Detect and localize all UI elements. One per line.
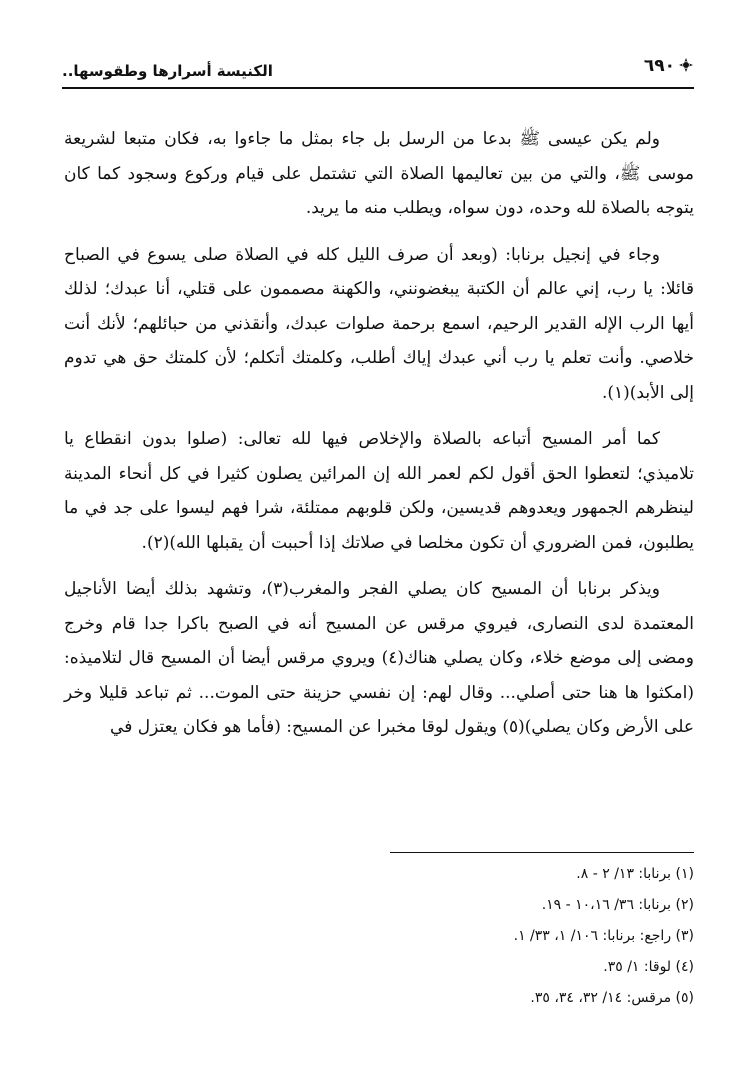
header-divider: [62, 87, 694, 89]
footnotes: [64, 859, 694, 1014]
paragraph-2: وجاء في إنجيل برنابا: (وبعد أن صرف الليل كله في الصلاة صلى يسوع في الصباح قائلا: يا رب، إني عالم أن الكتبة يبغضونني، والكهنة مصممون على قتلي، أنا عبدك؛ لذلك أيها الرب الإله القدير الرحيم، اسمع برحمة صلوات عبدك، وأنقذني من حبائلهم؛ لأنك أنت خلاصي. وأنت تعلم يا رب أني عبدك إياك أطلب، وكلمتك أتكلم؛ لأن كلمتك حق هي تدوم إلى الأبد)(١).: [64, 244, 694, 403]
page-number: ٦٩٠: [643, 56, 675, 76]
footnote-3: (٣) راجع: برنابا: ١٠٦/ ١، ٣٣/ ١.: [513, 928, 694, 944]
paragraph-3: كما أمر المسيح أتباعه بالصلاة والإخلاص فيها لله تعالى: (صلوا بدون انقطاع يا تلاميذي؛ لتعطوا الحق أقول لكم لعمر الله إن المرائين يصلون كثيرا في كل أنحاء المدينة لينظرهم الجمهور ويعدوهم قديسين، ولكن قلوبهم ممتلئة، شرا فهم ليسوا على جد في ما يطلبون، فمن الضروري أن تكون مخلصا في صلاتك إذا أحببت أن يقبلها الله)(٢).: [64, 429, 694, 553]
footnote-5: (٥) مرقس: ١٤/ ٣٢، ٣٤، ٣٥.: [530, 990, 694, 1006]
main-text: [64, 122, 694, 757]
running-header: [62, 56, 694, 90]
page-number-block: [644, 56, 694, 76]
footnote-4: (٤) لوقا: ١/ ٣٥.: [603, 959, 694, 975]
paragraph-4: ويذكر برنابا أن المسيح كان يصلي الفجر والمغرب(٣)، وتشهد بذلك أيضا الأناجيل المعتمدة لدى النصارى، فيروي مرقس عن المسيح أنه في الصبح باكرا جدا قام وخرج ومضى إلى موضع خلاء، وكان يصلي هناك(٤) ويروي مرقس أيضا أن المسيح قال لتلاميذه: (امكثوا ها هنا حتى أصلي... وقال لهم: إن نفسي حزينة حتى الموت... ثم تباعد قليلا وخر على الأرض وكان يصلي)(٥) ويقول لوقا مخبرا عن المسيح: (فأما هو فكان يعتزل في: [64, 579, 694, 737]
header-title: الكنيسة أسرارها وطقوسها..: [62, 62, 273, 80]
footnote-2: (٢) برنابا: ٣٦/ ١٠،١٦ - ١٩.: [541, 897, 694, 913]
floral-ornament-icon: [678, 57, 694, 73]
paragraph-1: ولم يكن عيسى ﷺ بدعا من الرسل بل جاء بمثل ما جاءوا به، فكان متبعا لشريعة موسى ﷺ، والتي من بين تعاليمها الصلاة التي تشتمل على قيام وركوع وسجود كما كان يتوجه بالصلاة لله وحده، دون سواه، ويطلب منه ما يريد.: [64, 129, 694, 218]
footnote-divider: [390, 852, 694, 853]
footnote-1: (١) برنابا: ١٣/ ٢ - ٨.: [576, 866, 694, 882]
